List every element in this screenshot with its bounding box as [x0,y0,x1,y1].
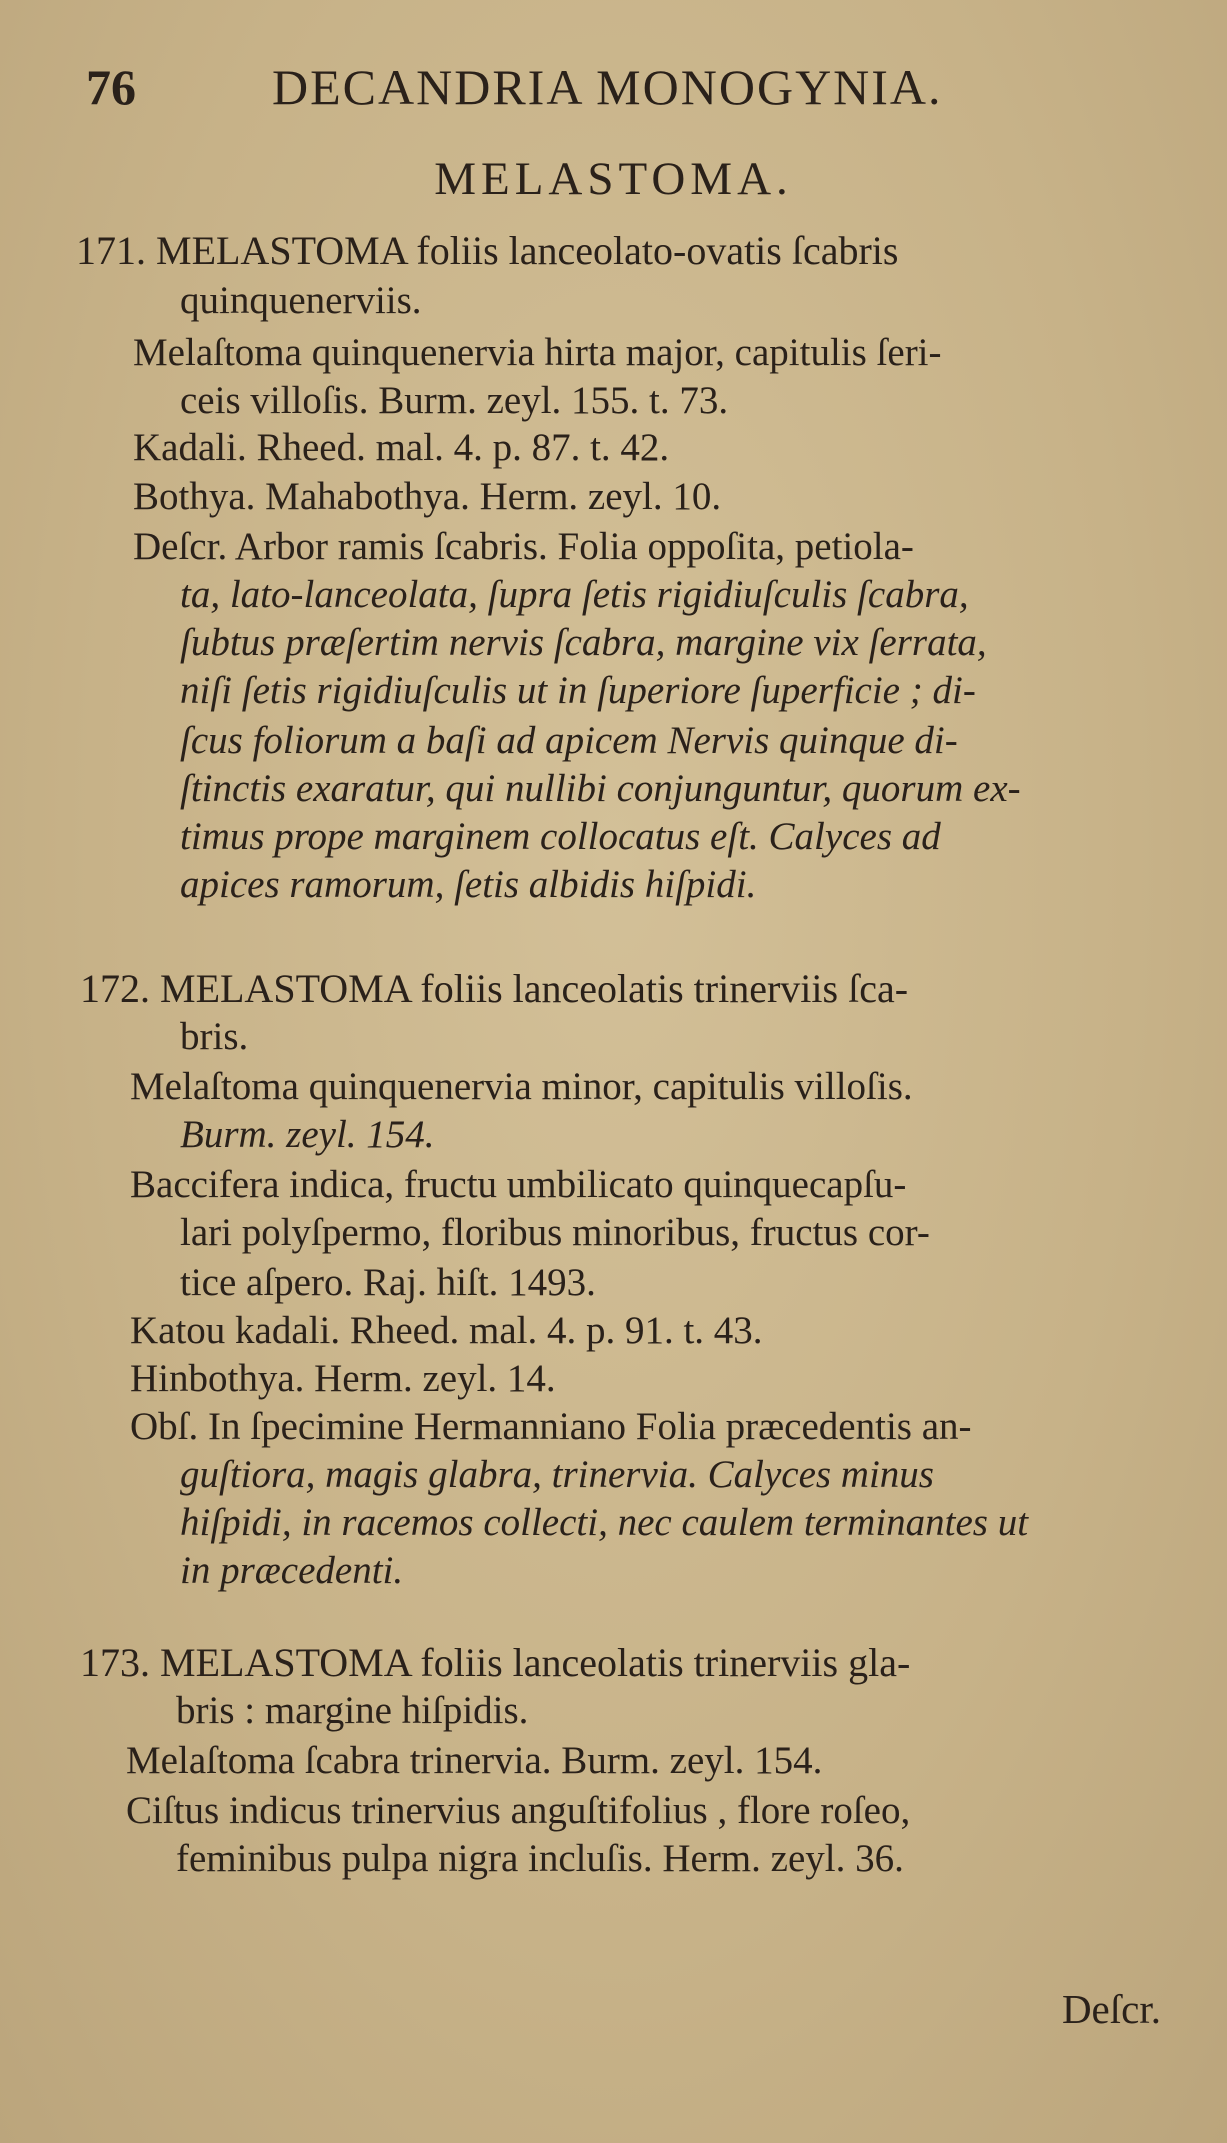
entry-line: guſtiora, magis glabra, trinervia. Calyces minus [180,1453,934,1496]
entry-line: lari polyſpermo, floribus minoribus, fructus cor- [180,1211,930,1254]
page-number: 76 [86,59,136,115]
entry-line: in præcedenti. [180,1549,404,1592]
catchword: Deſcr. [1061,1986,1161,2032]
entry-line: feminibus pulpa nigra incluſis. Herm. zeyl. 36. [176,1837,904,1880]
entry-line: Melaſtoma quinquenervia hirta major, capitulis ſeri- [133,331,942,374]
entry-line: Obſ. In ſpecimine Hermanniano Folia præcedentis an- [130,1405,972,1448]
entry-line: ſubtus præſertim nervis ſcabra, margine vix ſerrata, [180,621,987,664]
entry-line: ceis villoſis. Burm. zeyl. 155. t. 73. [180,379,729,422]
entry-line: apices ramorum, ſetis albidis hiſpidi. [180,863,757,906]
entry-line: ta, lato-lanceolata, ſupra ſetis rigidiuſculis ſcabra, [180,573,969,616]
entry-line: Ciſtus indicus trinervius anguſtifolius , flore roſeo, [126,1789,911,1832]
section-title: MELASTOMA. [434,153,793,205]
entry-line: ſcus foliorum a baſi ad apicem Nervis quinque di- [180,719,958,762]
entry-line: Deſcr. Arbor ramis ſcabris. Folia oppoſita, petiola- [133,525,914,568]
entry-line: bris. [180,1015,249,1058]
running-head: DECANDRIA MONOGYNIA. [272,59,943,115]
entry-line: ſtinctis exaratur, qui nullibi conjunguntur, quorum ex- [180,767,1021,810]
entry-line: tice aſpero. Raj. hiſt. 1493. [180,1261,596,1304]
entry-line: bris : margine hiſpidis. [176,1689,529,1732]
entry-line: Bothya. Mahabothya. Herm. zeyl. 10. [133,475,722,518]
entry-line: Hinbothya. Herm. zeyl. 14. [130,1357,556,1400]
entry-line: Burm. zeyl. 154. [180,1113,435,1156]
entry-line: Melaſtoma quinquenervia minor, capitulis villoſis. [130,1065,913,1108]
entry-line: quinquenerviis. [180,279,422,322]
entry-line: 171. MELASTOMA foliis lanceolato-ovatis ſcabris [76,228,899,273]
entry-line: timus prope marginem collocatus eſt. Calyces ad [180,815,941,858]
page-header [86,58,1087,128]
entry-line: 173. MELASTOMA foliis lanceolatis trinerviis gla- [80,1640,911,1685]
entry-line: Kadali. Rheed. mal. 4. p. 87. t. 42. [133,426,670,469]
entry-line: 172. MELASTOMA foliis lanceolatis trinerviis ſca- [80,966,909,1011]
entry-line: Melaſtoma ſcabra trinervia. Burm. zeyl. 154. [126,1739,823,1782]
entry-line: Katou kadali. Rheed. mal. 4. p. 91. t. 43. [130,1309,763,1352]
entry-line: hiſpidi, in racemos collecti, nec caulem terminantes ut [180,1501,1029,1544]
entry-line: niſi ſetis rigidiuſculis ut in ſuperiore ſuperficie ; di- [180,669,976,712]
entry-line: Baccifera indica, fructu umbilicato quinquecapſu- [130,1163,907,1206]
